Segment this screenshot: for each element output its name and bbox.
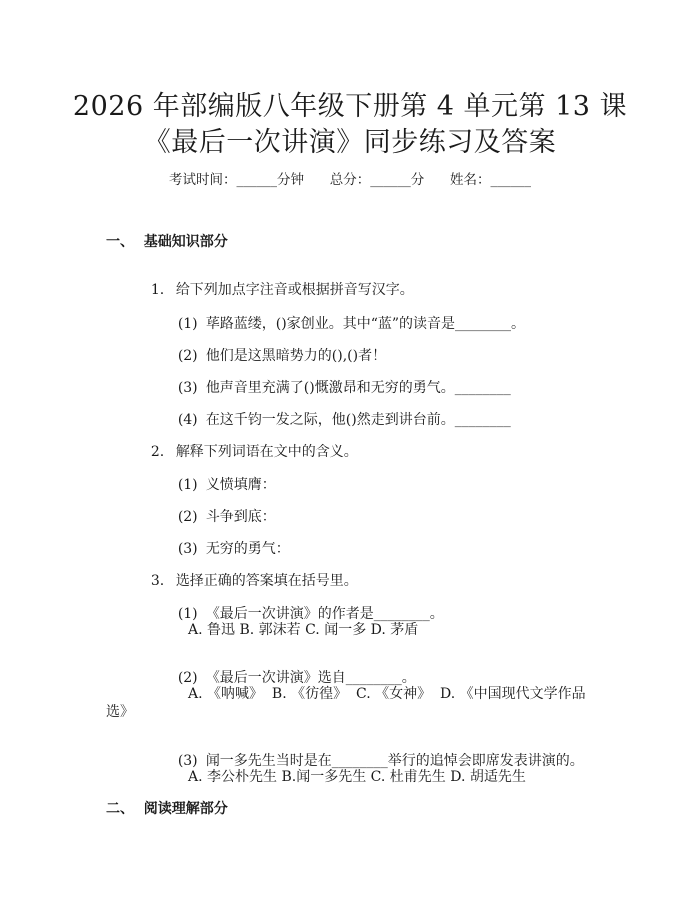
section-heading-reading-comprehension: 二、 阅读理解部分 <box>106 801 228 817</box>
item-number: (1) <box>177 477 198 493</box>
item-text: 在这千钧一发之际，他()然走到讲台前。________ <box>205 412 511 428</box>
item-text: 他声音里充满了()慨激昂和无穷的勇气。________ <box>205 380 511 396</box>
item-number: (2) <box>177 348 198 364</box>
item-text: 义愤填膺： <box>205 477 276 493</box>
item-text: 《最后一次讲演》选自________。 <box>205 670 416 686</box>
document-title-line-2: 《最后一次讲演》同步练习及答案 <box>143 127 557 158</box>
item-number: (3) <box>177 753 198 769</box>
question-3-item-2-options: A. 《呐喊》 B. 《彷徨》 C. 《女神》 D. 《中国现代文学作品 <box>188 686 586 702</box>
item-text: 荜路蓝缕，()家创业。其中“蓝”的读音是________。 <box>205 316 526 332</box>
question-3-item-1-options: A. 鲁迅 B. 郭沫若 C. 闻一多 D. 茅盾 <box>188 622 419 638</box>
document-title-line-1: 2026 年部编版八年级下册第 4 单元第 13 课 <box>72 91 628 122</box>
question-3-item-2-options-wrap: 选》 <box>106 704 134 720</box>
question-number: 2. <box>150 444 165 460</box>
item-number: (4) <box>177 412 198 428</box>
exam-info-line: 考试时间：______分钟 总分：______分 姓名：______ <box>169 172 531 188</box>
section-heading-basic-knowledge: 一、 基础知识部分 <box>106 234 228 250</box>
item-text: 闻一多先生当时是在________举行的追悼会即席发表讲演的。 <box>205 753 584 769</box>
item-number: (3) <box>177 541 198 557</box>
item-number: (2) <box>177 670 198 686</box>
question-text: 选择正确的答案填在括号里。 <box>175 573 358 589</box>
question-text: 解释下列词语在文中的含义。 <box>175 444 358 460</box>
item-number: (1) <box>177 316 198 332</box>
question-3-item-3-options: A. 李公朴先生 B.闻一多先生 C. 杜甫先生 D. 胡适先生 <box>188 769 526 785</box>
item-number: (1) <box>177 606 198 622</box>
question-number: 3. <box>150 573 165 589</box>
item-number: (2) <box>177 509 198 525</box>
question-number: 1. <box>150 282 165 298</box>
question-text: 给下列加点字注音或根据拼音写汉字。 <box>175 282 414 298</box>
item-number: (3) <box>177 380 198 396</box>
item-text: 斗争到底： <box>205 509 276 525</box>
item-text: 无穷的勇气： <box>205 541 290 557</box>
item-text: 他们是这黑暗势力的(),()者！ <box>205 348 387 364</box>
item-text: 《最后一次讲演》的作者是________。 <box>205 606 444 622</box>
